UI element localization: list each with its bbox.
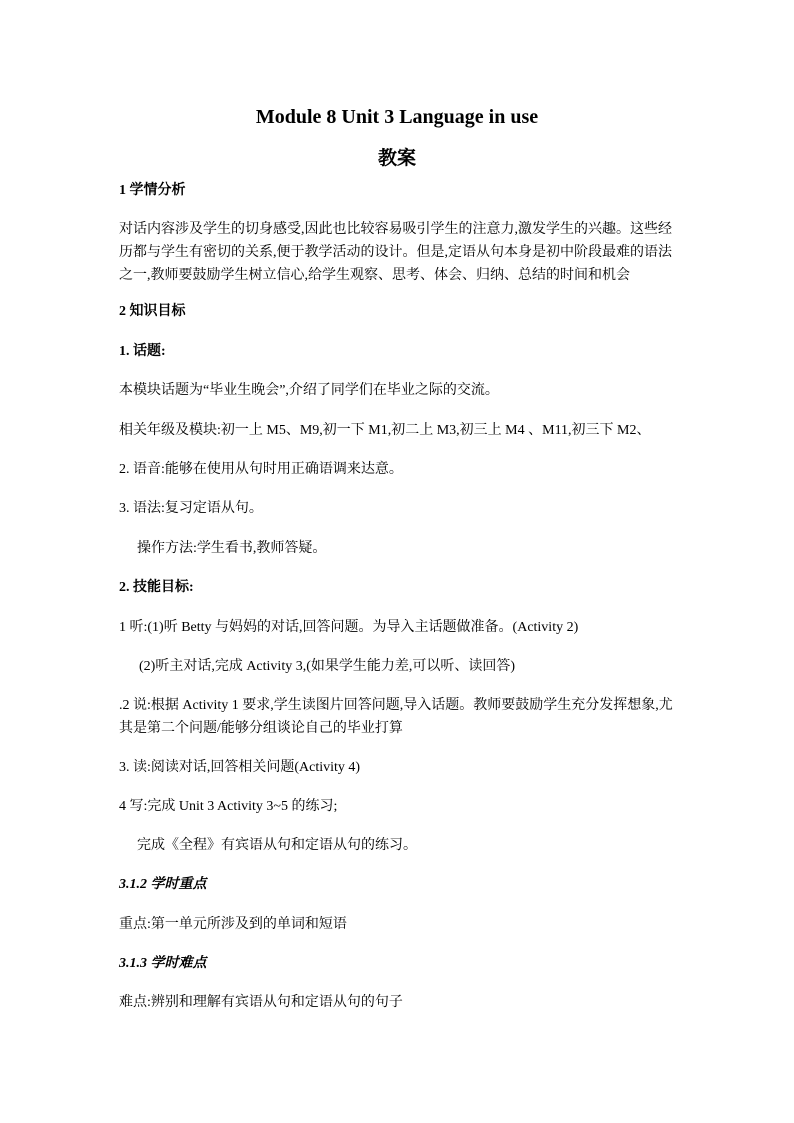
section-heading-knowledge-goals: 2 知识目标 bbox=[119, 304, 186, 319]
page-subtitle: 教案 bbox=[377, 148, 416, 169]
difficulties-text: 难点:辨别和理解有宾语从句和定语从句的句子 bbox=[119, 995, 403, 1010]
section-heading-difficulties: 3.1.3 学时难点 bbox=[119, 956, 207, 971]
section-heading-learner-analysis: 1 学情分析 bbox=[119, 183, 186, 198]
key-points-text: 重点:第一单元所涉及到的单词和短语 bbox=[119, 917, 347, 932]
section-heading-key-points: 3.1.2 学时重点 bbox=[119, 877, 207, 892]
pronunciation-item: 2. 语音:能够在使用从句时用正确语调来达意。 bbox=[119, 462, 403, 477]
speaking-item-line2: 其是第二个问题/能够分组谈论自己的毕业打算 bbox=[119, 721, 403, 736]
paragraph-line: 历都与学生有密切的关系,便于教学活动的设计。但是,定语从句本身是初中阶段最难的语法 bbox=[119, 245, 672, 260]
writing-item-2: 完成《全程》有宾语从句和定语从句的练习。 bbox=[137, 838, 417, 853]
grammar-item: 3. 语法:复习定语从句。 bbox=[119, 501, 263, 516]
listening-item-1: 1 听:(1)听 Betty 与妈妈的对话,回答问题。为导入主话题做准备。(Activity 2) bbox=[119, 620, 579, 635]
related-modules-text: 相关年级及模块:初一上 M5、M9,初一下 M1,初二上 M3,初三上 M4 、M11,初三下 M2、 bbox=[119, 423, 651, 438]
subheading-topic: 1. 话题: bbox=[119, 344, 166, 359]
paragraph-line: 对话内容涉及学生的切身感受,因此也比较容易吸引学生的注意力,激发学生的兴趣。这些经 bbox=[119, 222, 672, 237]
section-heading-skill-goals: 2. 技能目标: bbox=[119, 580, 194, 595]
writing-item: 4 写:完成 Unit 3 Activity 3~5 的练习; bbox=[119, 799, 338, 814]
method-text: 操作方法:学生看书,教师答疑。 bbox=[137, 541, 327, 556]
reading-item: 3. 读:阅读对话,回答相关问题(Activity 4) bbox=[119, 760, 361, 775]
listening-item-2: (2)听主对话,完成 Activity 3,(如果学生能力差,可以听、读回答) bbox=[139, 659, 516, 674]
page-title: Module 8 Unit 3 Language in use bbox=[255, 106, 539, 128]
speaking-item-line1: .2 说:根据 Activity 1 要求,学生读图片回答问题,导入话题。教师要鼓励学生充分发挥想象,尤 bbox=[119, 698, 673, 713]
topic-text: 本模块话题为“毕业生晚会”,介绍了同学们在毕业之际的交流。 bbox=[119, 383, 499, 398]
paragraph-line: 之一,教师要鼓励学生树立信心,给学生观察、思考、体会、归纳、总结的时间和机会 bbox=[119, 268, 630, 283]
